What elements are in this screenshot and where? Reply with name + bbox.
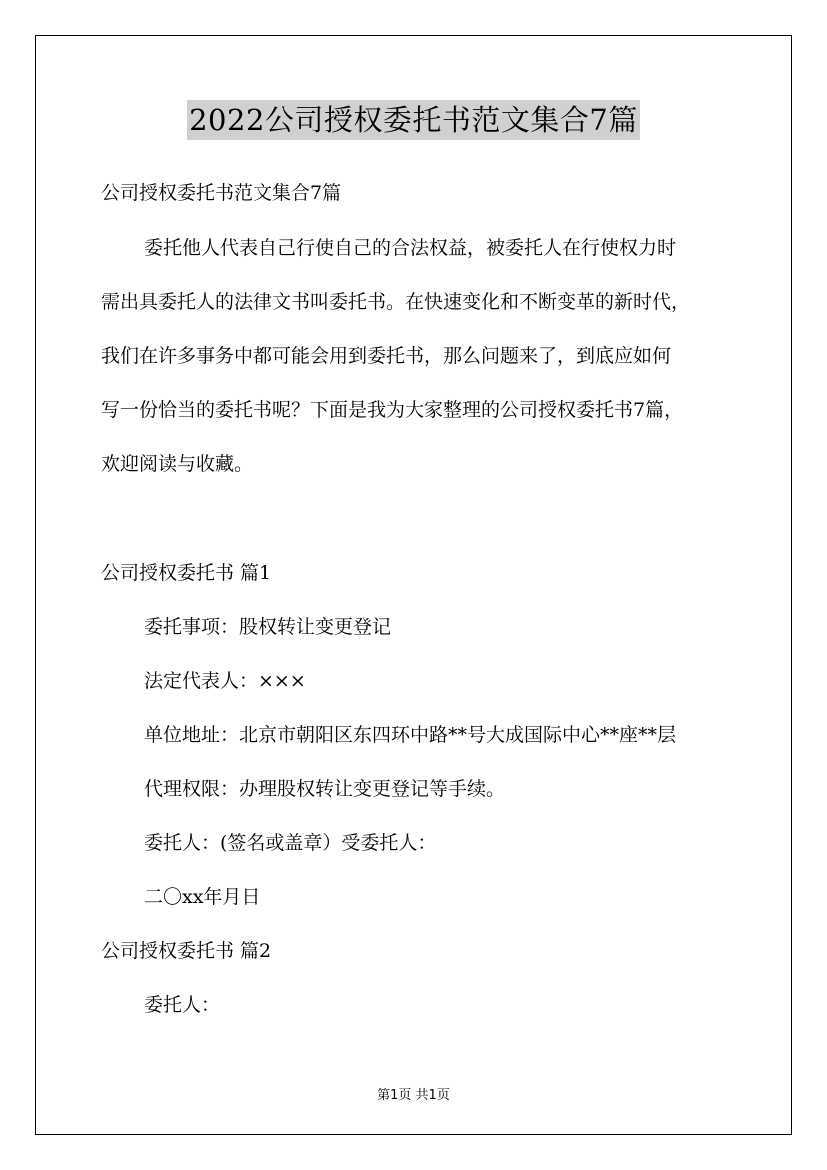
section-1-line-5: 委托人：(签名或盖章）受委托人： xyxy=(144,832,437,854)
section-2-heading: 公司授权委托书 篇2 xyxy=(101,940,272,962)
section-1-line-6: 二〇xx年月日 xyxy=(144,886,261,908)
intro-line-1: 委托他人代表自己行使自己的合法权益，被委托人在行使权力时 xyxy=(144,237,677,259)
section-1-heading: 公司授权委托书 篇1 xyxy=(101,562,272,584)
intro-line-4: 写一份恰当的委托书呢？下面是我为大家整理的公司授权委托书7篇， xyxy=(101,399,684,421)
section-1-line-3: 单位地址：北京市朝阳区东四环中路**号大成国际中心**座**层 xyxy=(144,724,677,746)
document-title: 2022公司授权委托书范文集合7篇 xyxy=(187,100,640,140)
section-2-line-1: 委托人： xyxy=(144,994,221,1016)
document-subtitle: 公司授权委托书范文集合7篇 xyxy=(101,182,342,204)
page-footer: 第1页 共1页 xyxy=(377,1088,450,1103)
intro-line-2: 需出具委托人的法律文书叫委托书。在快速变化和不断变革的新时代， xyxy=(101,291,691,313)
intro-line-3: 我们在许多事务中都可能会用到委托书，那么问题来了，到底应如何 xyxy=(101,345,672,367)
intro-line-5: 欢迎阅读与收藏。 xyxy=(101,453,254,475)
section-1-line-2: 法定代表人：××× xyxy=(144,670,306,692)
section-1-line-1: 委托事项：股权转让变更登记 xyxy=(144,616,392,638)
title-container xyxy=(0,100,827,140)
section-1-line-4: 代理权限：办理股权转让变更登记等手续。 xyxy=(144,778,506,800)
